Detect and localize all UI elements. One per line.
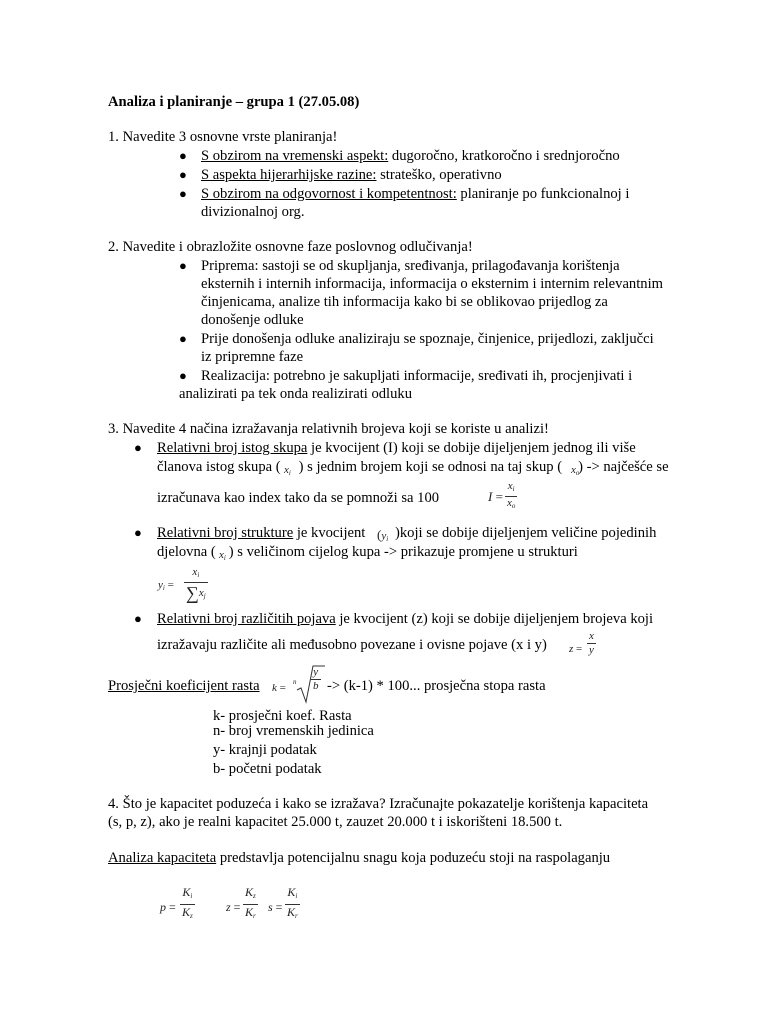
question-4-line2: (s, p, z), ako je realni kapacitet 25.000 t, zauzet 20.000 t i iskorišteni 18.500 t. (108, 814, 563, 830)
formula-p-fraction: $\frac{K_i}{K_z}$ (180, 885, 195, 924)
bullet-icon: ● (179, 186, 187, 201)
formula-z-lhs: z = (569, 643, 583, 655)
q3-b3-line2: izražavaju različite ali međusobno povezane i ovisne pojave (x i y) (157, 637, 547, 653)
bullet-icon: ● (134, 440, 142, 455)
q3-b2-line2: djelovna ( ) s veličinom cijelog kupa -> prikazuje promjene u strukturi (157, 544, 578, 560)
formula-xi: $x_i$ (284, 464, 291, 477)
formula-index-lhs: I = (488, 489, 503, 504)
formula-k-lhs: k = (272, 682, 286, 694)
formula-root-index: n (293, 678, 297, 686)
formula-s-lhs: s = (268, 900, 283, 914)
bullet-icon: ● (179, 148, 187, 163)
formula-z-fraction: $\frac{x}{y}$ (589, 630, 594, 656)
q3-b3-line1: Relativni broj različitih pojava je kvocijent (z) koji se dobije dijeljenjem brojeva koji (157, 611, 654, 627)
q3-b1-line3: izračunava kao index tako da se pomnoži sa 100 (157, 490, 440, 506)
formula-xo: $x_o$ (571, 464, 580, 477)
bullet-icon: ● (179, 331, 187, 346)
legend-line: b- početni podatak (213, 761, 322, 777)
q2-item-3-line: Realizacija: potrebno je sakupljati informacije, sređivati ih, procjenjivati i (201, 368, 633, 384)
bullet-icon: ● (179, 258, 187, 273)
q3-b2-line1: Relativni broj strukture je kvocijent )koji se dobije dijeljenjem veličine pojedinih (157, 525, 657, 541)
bullet-icon: ● (179, 368, 187, 383)
capacity-analysis: Analiza kapaciteta predstavlja potencijalnu snagu koja poduzeću stoji na raspolaganju (108, 850, 611, 866)
question-4-line1: 4. Što je kapacitet poduzeća i kako se izražava? Izračunajte pokazatelje korištenja kapaciteta (108, 796, 649, 812)
q2-item-2-line: iz pripremne faze (201, 349, 304, 365)
legend-line: n- broj vremenskih jedinica (213, 723, 374, 739)
document-title: Analiza i planiranje – grupa 1 (27.05.08) (108, 94, 360, 110)
formula-root-fraction: $\frac{y}{b}$ (313, 666, 319, 692)
growth-label: Prosječni koeficijent rasta (108, 678, 260, 694)
sigma-icon: ∑ (186, 583, 199, 603)
q1-item-1: S obzirom na vremenski aspekt: dugoročno, kratkoročno i srednjoročno (201, 148, 620, 164)
growth-rate-text: -> (k-1) * 100... prosječna stopa rasta (327, 678, 546, 694)
legend-line: k- prosječni koef. Rasta (213, 708, 352, 724)
question-3: 3. Navedite 4 načina izražavanja relativnih brojeva koji se koriste u analizi! (108, 421, 549, 437)
formula-structure-lhs: $y_i$ = (158, 579, 174, 592)
formula-z-cap-lhs: z = (226, 900, 241, 914)
formula-index-fraction: $\frac{x_i}{x_o}$ (505, 480, 517, 513)
legend-line: y- krajnji podatak (213, 742, 317, 758)
q1-item-3: S obzirom na odgovornost i kompetentnost: planiranje po funkcionalnoj i (201, 186, 630, 202)
formula-xi: $x_i$ (219, 549, 226, 562)
formula-s-fraction: $\frac{K_i}{K_r}$ (285, 885, 300, 924)
q2-item-1-line: eksternih i internih informacija, informacija o eksternim i internim relevantnim (201, 276, 663, 292)
formula-p-lhs: p = (160, 900, 176, 914)
q2-item-3-line: analizirati pa tek onda realizirati odluku (179, 386, 412, 402)
q3-b1-line2: članova istog skupa ( ) s jednim brojem koji se odnosi na taj skup ( ) -> najčešće se (157, 459, 669, 475)
q2-item-2-line: Prije donošenja odluke analiziraju se spoznaje, činjenice, prijedlozi, zaključci (201, 331, 654, 347)
bullet-icon: ● (134, 525, 142, 540)
q3-b1-line1: Relativni broj istog skupa je kvocijent (I) koji se dobije dijeljenjem jednog ili više (157, 440, 636, 456)
question-2: 2. Navedite i obrazložite osnovne faze poslovnog odlučivanja! (108, 239, 473, 255)
q2-item-1-line: činjenicama, analize tih informacija kako bi se oblikovao prijedlog za (201, 294, 608, 310)
bullet-icon: ● (134, 611, 142, 626)
question-1: 1. Navedite 3 osnovne vrste planiranja! (108, 129, 338, 145)
q1-item-3-cont: divizionalnoj org. (201, 204, 305, 220)
q2-item-1-line: Priprema: sastoji se od skupljanja, sređivanja, prilagođavanja korištenja (201, 258, 620, 274)
formula-yi: ($y_i$ (377, 527, 389, 543)
formula-z-cap-fraction: $\frac{K_z}{K_r}$ (243, 885, 258, 924)
q2-item-1-line: donošenje odluke (201, 312, 304, 328)
bullet-icon: ● (179, 167, 187, 182)
q1-item-2: S aspekta hijerarhijske razine: strateško, operativno (201, 167, 502, 183)
formula-structure-fraction: $\frac{x_i}{\sum x_j}$ (186, 566, 206, 603)
